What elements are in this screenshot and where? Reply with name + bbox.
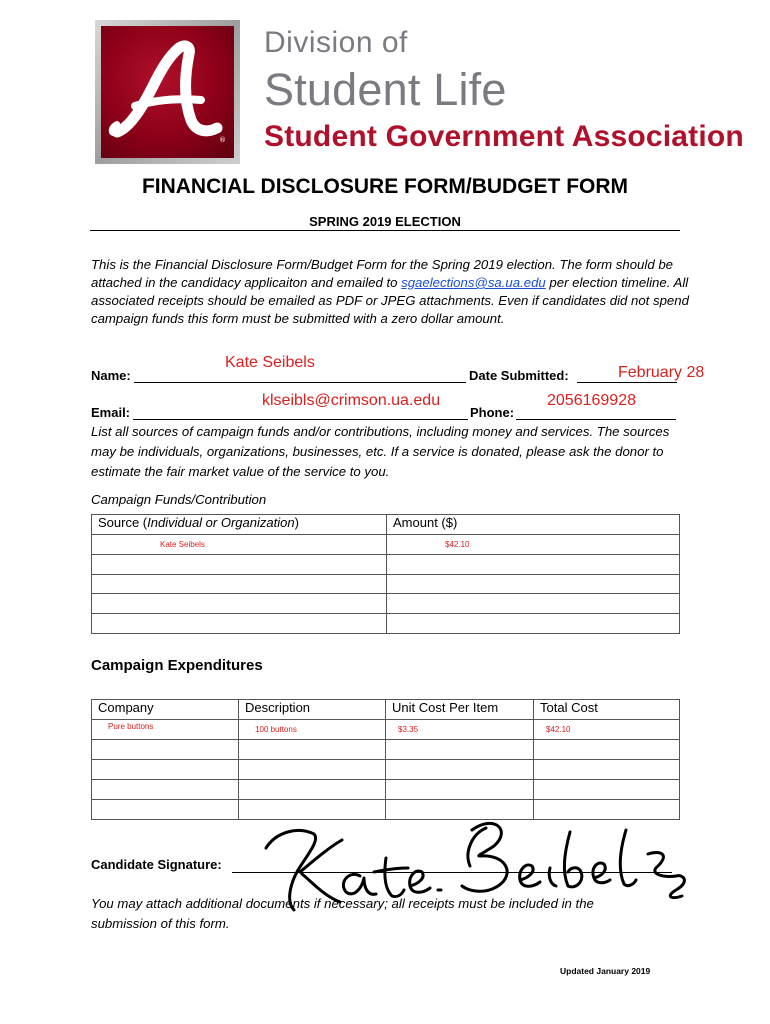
intro-text-2: per election timeline. All associated receipts should be emailed as PDF or JPEG attachments. Even if candidates did not spend campaign funds this form must be submitted with a zero dollar amount. [91, 275, 689, 326]
col-header-amount: Amount ($) [387, 515, 680, 535]
table-row [92, 720, 680, 740]
expenditures-heading: Campaign Expenditures [91, 657, 263, 674]
expense-description-cell[interactable] [239, 760, 386, 780]
table-row [92, 555, 680, 575]
date-submitted-field[interactable] [577, 382, 677, 383]
table-row [92, 780, 680, 800]
table-row [92, 575, 680, 594]
name-label: Name: [91, 368, 131, 383]
expenditures-table [91, 699, 680, 820]
header-student-life: Student Life [264, 64, 507, 115]
expense-unit-cost-cell[interactable]: $3.35 [386, 720, 534, 740]
expense-total-cost-cell[interactable]: $42.10 [534, 720, 680, 740]
email-label: Email: [91, 405, 131, 420]
script-a-logo-icon [95, 20, 240, 164]
expense-total-cost-cell[interactable] [534, 780, 680, 800]
fund-amount-cell[interactable]: $42.10 [387, 535, 680, 555]
header-sga: Student Government Association [264, 120, 744, 153]
phone-field[interactable] [516, 419, 676, 420]
expense-company-cell[interactable] [92, 800, 239, 820]
expense-unit-cost-cell[interactable] [386, 780, 534, 800]
expense-description-cell[interactable] [239, 740, 386, 760]
funds-caption: Campaign Funds/Contribution [91, 492, 267, 507]
attach-note: You may attach additional documents if necessary; all receipts must be included in the submission of this form. [91, 896, 594, 931]
sources-instructions: List all sources of campaign funds and/or contributions, including money and services. The sources may be individuals, organizations, businesses, etc. If a service is donated, please ask the donor to estimate the fair market value of the service to you. [91, 424, 670, 479]
table-row [92, 700, 680, 720]
expense-company-cell[interactable] [92, 760, 239, 780]
fund-source-cell[interactable] [92, 594, 387, 614]
fund-amount-cell[interactable] [387, 594, 680, 614]
col-header-company: Company [92, 700, 239, 720]
expense-company-cell[interactable] [92, 740, 239, 760]
fund-source-cell[interactable] [92, 614, 387, 634]
expense-unit-cost-cell[interactable] [386, 760, 534, 780]
date-submitted-label: Date Submitted: [469, 368, 569, 383]
fund-source-cell[interactable] [92, 575, 387, 594]
header-division-of: Division of [264, 26, 408, 59]
university-logo [95, 20, 240, 164]
intro-text-1: This is the Financial Disclosure Form/Budget Form for the Spring 2019 election. The form should be attached in the candidacy applicaiton and emailed to [91, 257, 673, 290]
signature-label: Candidate Signature: [91, 857, 222, 872]
expense-unit-cost-cell[interactable] [386, 740, 534, 760]
table-row [92, 515, 680, 535]
table-row [92, 594, 680, 614]
email-value: klseibls@crimson.ua.edu [262, 392, 441, 409]
subtitle-rule [90, 230, 680, 231]
name-value: Kate Seibels [225, 354, 315, 371]
date-submitted-value: February 28 [618, 364, 705, 381]
table-row [92, 614, 680, 634]
svg-text:®: ® [219, 136, 226, 144]
table-row [92, 535, 680, 555]
sga-email-link[interactable]: sgaelections@sa.ua.edu [401, 275, 546, 290]
expense-description-cell[interactable] [239, 780, 386, 800]
expense-company-cell[interactable]: Pure buttons [92, 720, 239, 740]
fund-source-cell[interactable] [92, 555, 387, 575]
fund-amount-cell[interactable] [387, 555, 680, 575]
fund-source-cell[interactable]: Kate Seibels [92, 535, 387, 555]
intro-paragraph [91, 256, 691, 328]
expense-total-cost-cell[interactable] [534, 740, 680, 760]
col-header-total-cost: Total Cost [534, 700, 680, 720]
phone-label: Phone: [470, 405, 515, 420]
col-header-description: Description [239, 700, 386, 720]
expense-company-cell[interactable] [92, 780, 239, 800]
col-header-source: Source (Individual or Organization) [92, 515, 387, 535]
form-title: FINANCIAL DISCLOSURE FORM/BUDGET FORM [141, 175, 629, 198]
form-subtitle: SPRING 2019 ELECTION [309, 214, 461, 229]
table-row [92, 760, 680, 780]
name-field[interactable] [134, 382, 466, 383]
updated-date: Updated January 2019 [560, 966, 651, 976]
email-field[interactable] [133, 419, 468, 420]
fund-amount-cell[interactable] [387, 614, 680, 634]
phone-value: 2056169928 [547, 392, 636, 409]
expense-description-cell[interactable]: 100 buttons [239, 720, 386, 740]
fund-amount-cell[interactable] [387, 575, 680, 594]
table-row [92, 740, 680, 760]
expense-total-cost-cell[interactable] [534, 760, 680, 780]
funds-table [91, 514, 680, 634]
col-header-unit-cost: Unit Cost Per Item [386, 700, 534, 720]
